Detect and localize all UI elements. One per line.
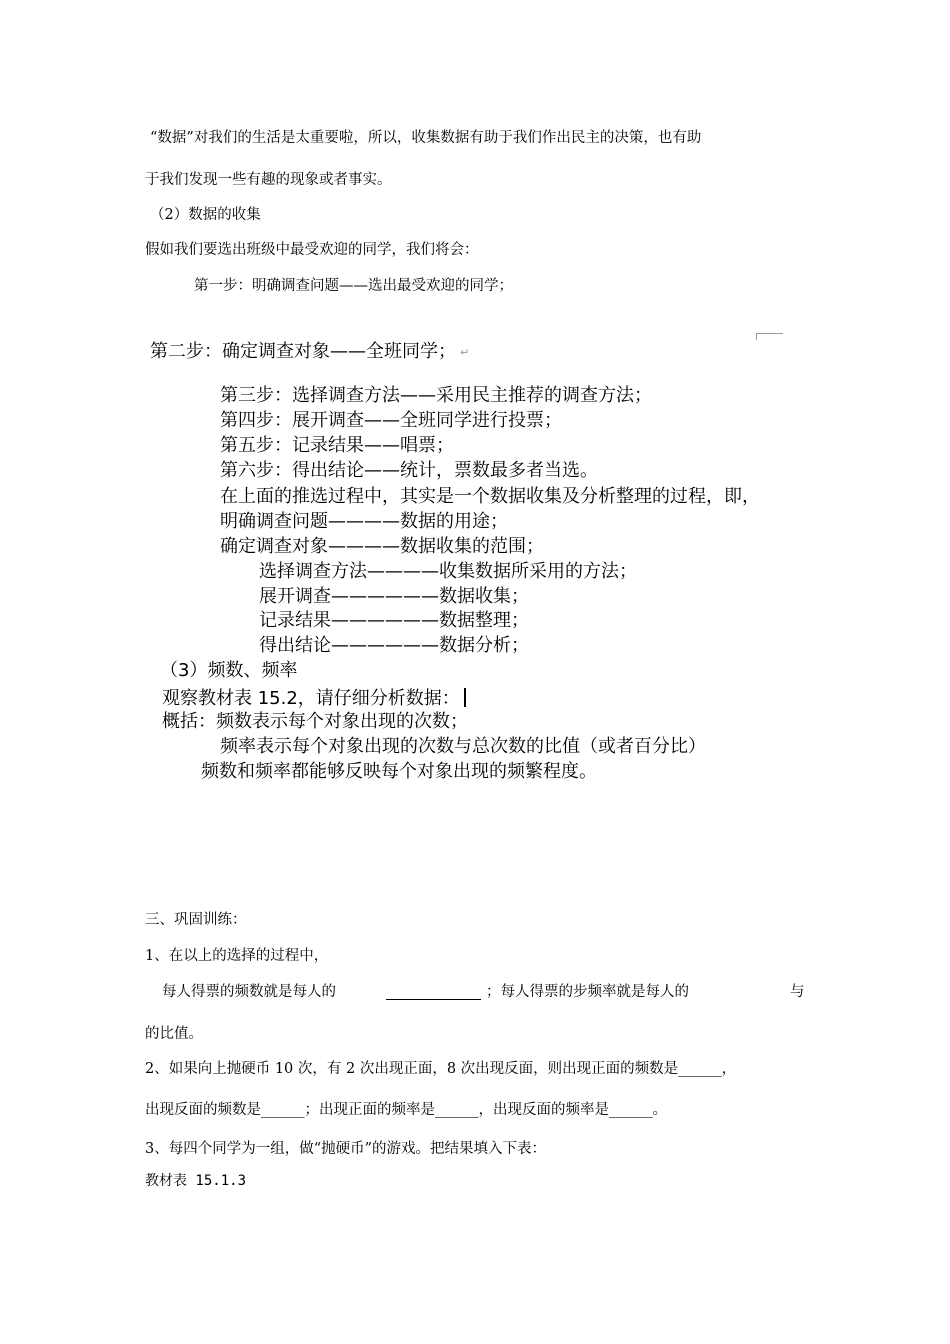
- question-2-line-a: 2、如果向上抛硬币 10 次，有 2 次出现正面，8 次出现反面，则出现正面的频数是______，: [145, 1061, 737, 1077]
- question-1-line-c: 与: [790, 984, 805, 1000]
- step-2: [150, 343, 469, 361]
- mapping-2: 确定调查对象————数据收集的范围；: [220, 536, 544, 557]
- summary-both: 频数和频率都能够反映每个对象出现的频繁程度。: [201, 761, 597, 782]
- summary-frequency: 概括：频数表示每个对象出现的次数；: [162, 711, 468, 732]
- step-6: 第六步：得出结论——统计，票数最多者当选。: [220, 460, 598, 481]
- summary-rate: 频率表示每个对象出现的次数与总次数的比值（或者百分比）: [220, 736, 706, 757]
- section-3-heading: （3）频数、频率: [160, 660, 298, 681]
- question-3: 3、每四个同学为一组，做“抛硬币”的游戏。把结果填入下表：: [145, 1141, 547, 1157]
- intro-line-2: 于我们发现一些有趣的现象或者事实。: [145, 172, 392, 188]
- mapping-4: 展开调查——————数据收集；: [259, 586, 529, 607]
- step-1: 第一步：明确调查问题——选出最受欢迎的同学；: [194, 278, 513, 294]
- table-reference: 教材表 15.1.3: [145, 1173, 247, 1189]
- question-1-line-a: 每人得票的频数就是每人的: [162, 984, 336, 1000]
- process-summary: 在上面的推选过程中，其实是一个数据收集及分析整理的过程，即，: [220, 486, 760, 507]
- exercises-heading: 三、巩固训练：: [145, 912, 247, 928]
- observe-line: [162, 688, 466, 708]
- step-2-text: 第二步：确定调查对象——全班同学；: [150, 341, 456, 362]
- mapping-3: 选择调查方法————收集数据所采用的方法；: [259, 561, 637, 582]
- question-1-end: 的比值。: [145, 1026, 203, 1042]
- crop-mark: [756, 333, 783, 340]
- text-cursor: [464, 688, 466, 707]
- mapping-1: 明确调查问题————数据的用途；: [220, 511, 508, 532]
- mapping-6: 得出结论——————数据分析；: [259, 635, 529, 656]
- intro-line-1: “数据”对我们的生活是太重要啦，所以，收集数据有助于我们作出民主的决策，也有助: [150, 130, 702, 146]
- section-2-lead: 假如我们要选出班级中最受欢迎的同学，我们将会：: [145, 242, 479, 258]
- answer-blank-1[interactable]: [386, 985, 481, 1000]
- step-5: 第五步：记录结果——唱票；: [220, 435, 454, 456]
- question-1-line-b: ；每人得票的步频率就是每人的: [486, 984, 689, 1000]
- step-4: 第四步：展开调查——全班同学进行投票；: [220, 410, 562, 431]
- mapping-5: 记录结果——————数据整理；: [259, 610, 529, 631]
- step-3: 第三步：选择调查方法——采用民主推荐的调查方法；: [220, 385, 652, 406]
- question-1: 1、在以上的选择的过程中，: [145, 948, 329, 964]
- question-2-line-b: 出现反面的频数是______；出现正面的频率是______，出现反面的频率是______。: [145, 1102, 667, 1118]
- paragraph-return-icon: ↵: [460, 345, 470, 359]
- section-2-heading: （2）数据的收集: [150, 207, 261, 223]
- observe-text: 观察教材表 15.2，请仔细分析数据：: [162, 688, 460, 709]
